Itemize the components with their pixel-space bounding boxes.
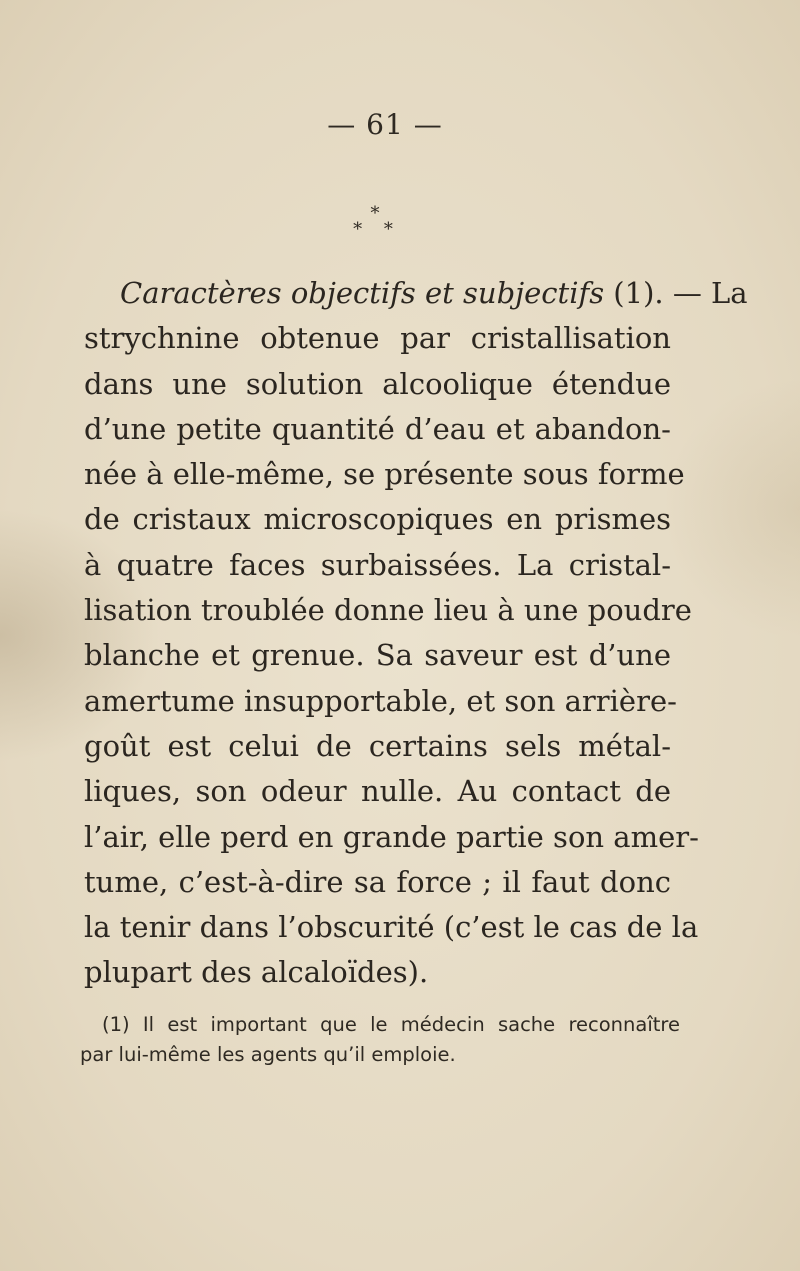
paragraph-line: la tenir dans l’obscurité (c’est le cas de la	[84, 910, 699, 945]
footnote-reference: (1). — La	[604, 276, 748, 310]
paragraph-line: dans une solution alcoolique étendue	[84, 366, 671, 401]
main-paragraph	[84, 271, 748, 996]
asterism-bottom: * *	[353, 219, 401, 240]
paragraph-line: l’air, elle perd en grande partie son amer-	[84, 819, 699, 854]
page-number: — 61 —	[327, 108, 443, 141]
paragraph-line: née à elle-même, se présente sous forme	[84, 457, 685, 492]
asterism-top: *	[370, 203, 380, 224]
paragraph-line: blanche et grenue. Sa saveur est d’une	[84, 638, 671, 673]
paragraph-line: tume, c’est-à-dire sa force ; il faut donc	[84, 864, 671, 899]
paragraph-line: d’une petite quantité d’eau et abandon-	[84, 411, 671, 446]
section-separator-asterism	[330, 203, 420, 242]
paragraph-line: goût est celui de certains sels métal-	[84, 728, 671, 763]
paragraph-last-line: plupart des alcaloïdes).	[84, 955, 429, 990]
paragraph-first-line	[84, 271, 748, 316]
paragraph-line: amertume insupportable, et son arrière-	[84, 683, 677, 718]
paragraph-heading: Caractères objectifs et subjectifs	[120, 276, 605, 310]
paragraph-line: strychnine obtenue par cristallisation	[84, 321, 671, 356]
footnote-line: par lui-même les agents qu’il emploie.	[80, 1043, 456, 1066]
footnote	[80, 1010, 680, 1070]
paragraph-line: liques, son odeur nulle. Au contact de	[84, 774, 671, 809]
footnote-line: (1) Il est important que le médecin sache reconnaître	[102, 1013, 680, 1036]
paragraph-line: à quatre faces surbaissées. La cristal-	[84, 547, 671, 582]
paragraph-line: de cristaux microscopiques en prismes	[84, 502, 671, 537]
paragraph-line: lisation troublée donne lieu à une poudre	[84, 593, 692, 628]
